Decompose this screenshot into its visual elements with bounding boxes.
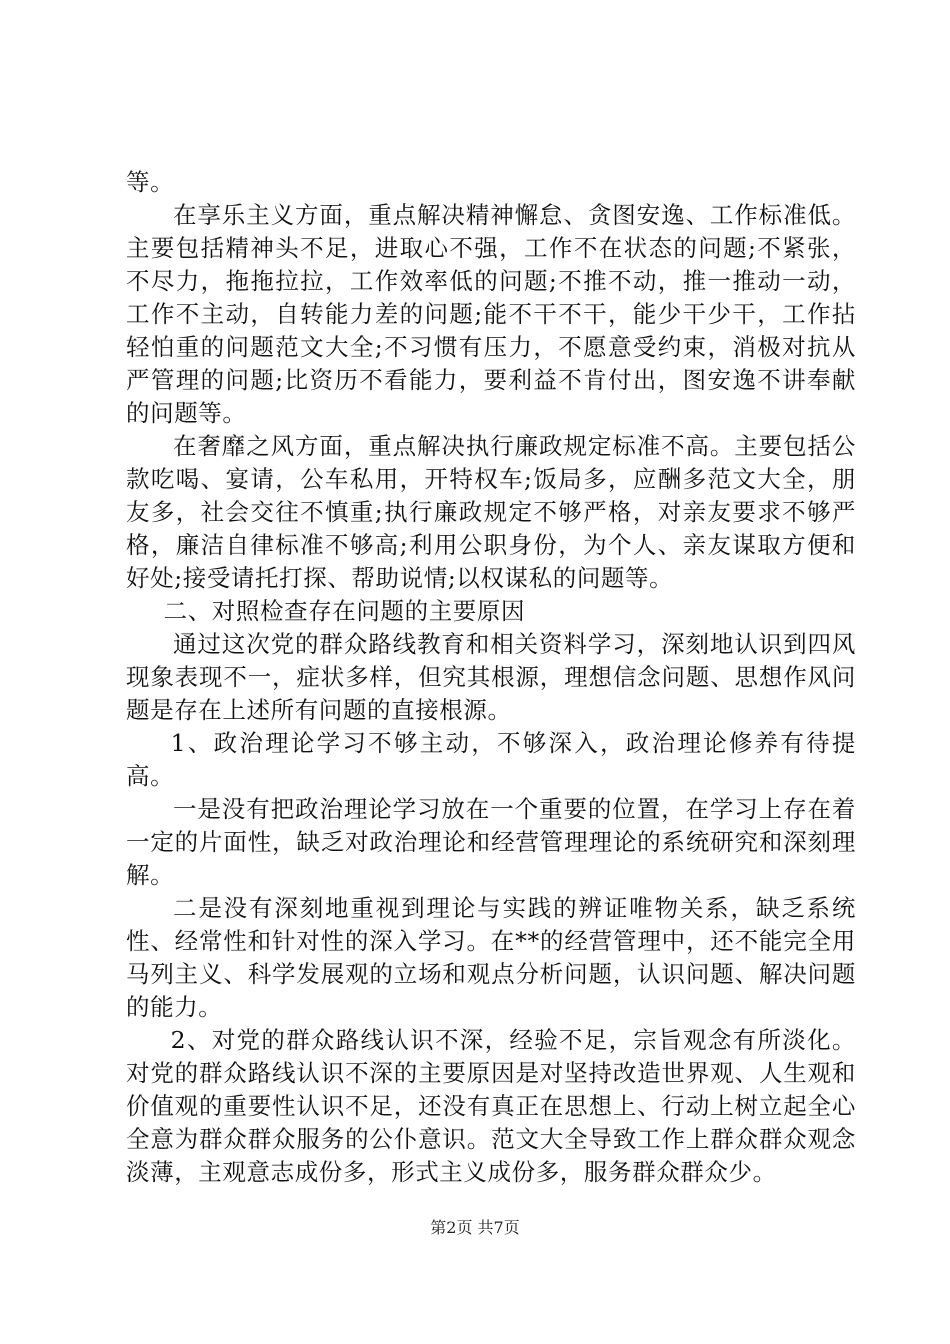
section-heading-causes: 二、对照检查存在问题的主要原因 <box>163 597 526 625</box>
paragraph-extravagance: 在奢靡之风方面，重点解决执行廉政规定标准不高。主要包括公款吃喝、宴请，公车私用，开特权车;饭局多，应酬多范文大全，朋友多，社会交往不慎重;执行廉政规定不够严格，对亲友要求不够严格，廉洁自律标准不够高;利用公职身份，为个人、亲友谋取方便和好处;接受请托打探、帮助说情;以权谋私的问题等。 <box>126 432 856 592</box>
paragraph-continuation: 等。 <box>126 168 175 196</box>
paragraph-point-one: 一是没有把政治理论学习放在一个重要的位置，在学习上存在着一定的片面性，缺乏对政治理论和经营管理理论的系统研究和深刻理解。 <box>126 795 856 889</box>
paragraph-point-two: 二是没有深刻地重视到理论与实践的辨证唯物关系，缺乏系统性、经常性和针对性的深入学习。在**的经营管理中，还不能完全用马列主义、科学发展观的立场和观点分析问题，认识问题、解决问题的能力。 <box>126 894 856 1021</box>
paragraph-causes-intro: 通过这次党的群众路线教育和相关资料学习，深刻地认识到四风现象表现不一，症状多样，但究其根源，理想信念问题、思想作风问题是存在上述所有问题的直接根源。 <box>126 630 856 724</box>
page-footer: 第2页 共7页 <box>430 1218 520 1237</box>
paragraph-hedonism: 在享乐主义方面，重点解决精神懈怠、贪图安逸、工作标准低。主要包括精神头不足，进取心不强，工作不在状态的问题;不紧张，不尽力，拖拖拉拉，工作效率低的问题;不推不动，推一推动一动，工作不主动，自转能力差的问题;能不干不干，能少干少干，工作拈轻怕重的问题范文大全;不习惯有压力，不愿意受约束，消极对抗从严管理的问题;比资历不看能力，要利益不肯付出，图安逸不讲奉献的问题等。 <box>126 201 856 427</box>
document-body <box>126 166 856 1189</box>
subheading-theory-study: 1、政治理论学习不够主动，不够深入，政治理论修养有待提高。 <box>126 729 856 790</box>
paragraph-mass-line: 2、对党的群众路线认识不深，经验不足，宗旨观念有所淡化。对党的群众路线认识不深的主要原因是对坚持改造世界观、人生观和价值观的重要性认识不足，还没有真正在思想上、行动上树立起全心全意为群众群众服务的公仆意识。范文大全导致工作上群众群众观念淡薄，主观意志成份多，形式主义成份多，服务群众群众少。 <box>126 1026 856 1186</box>
